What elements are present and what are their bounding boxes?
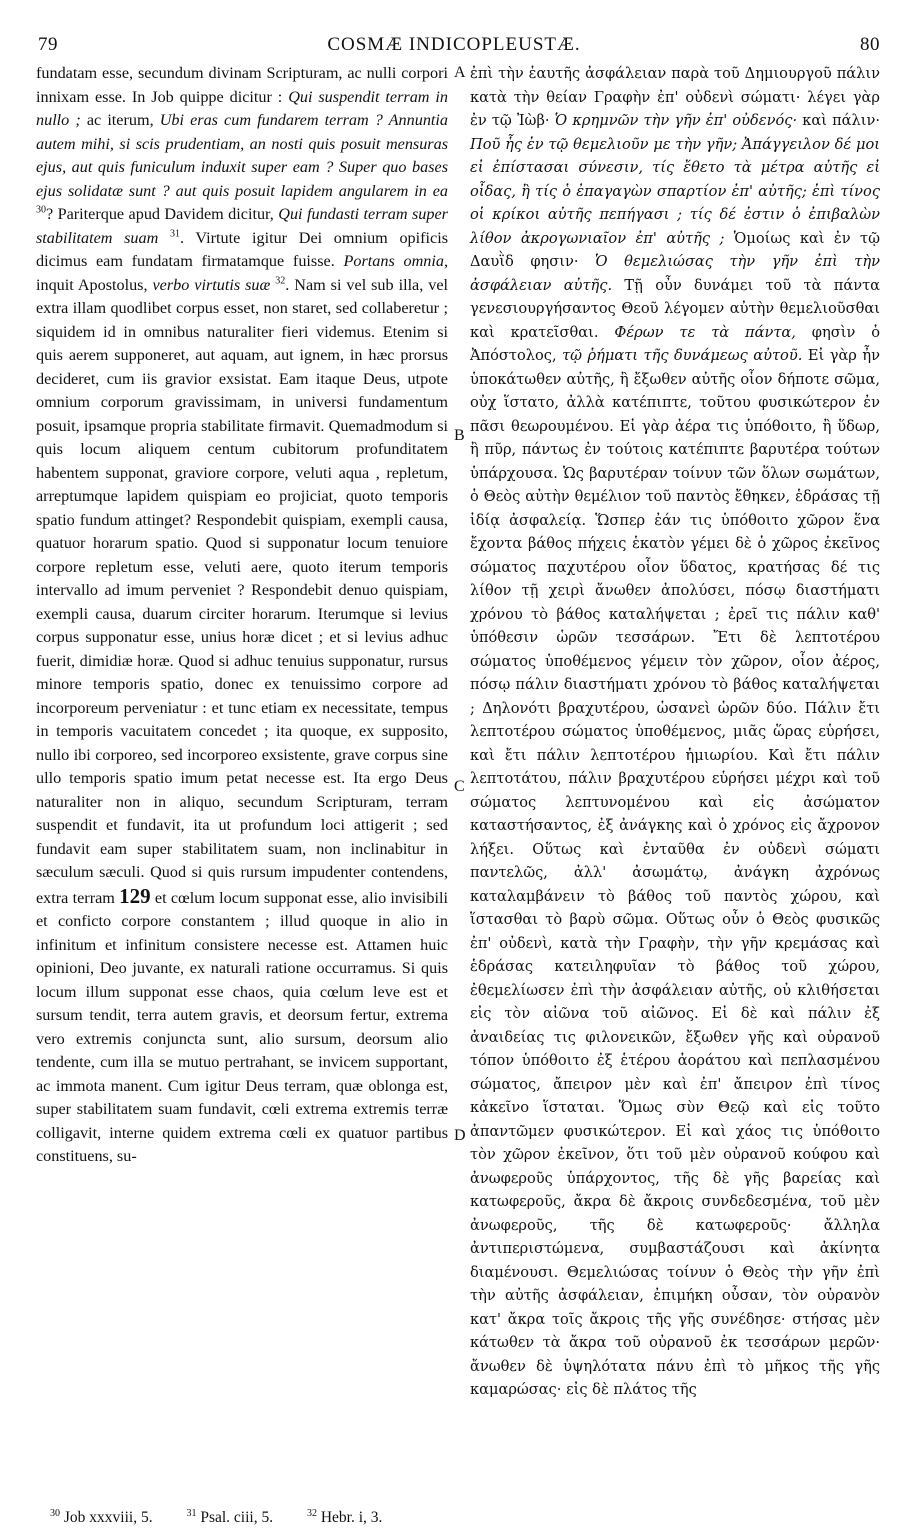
greek-segment: Τῇ οὖν δυνάμει τοῦ τὰ πάντα γενεσιουργήσαντος Θεοῦ λέγομεν αὐτὴν θεμελιοῦσθαι καὶ κρατεῖσθαι. [470,276,881,341]
footnote-text: Job xxxviii, 5. [63,1509,153,1527]
greek-segment: Εἰ γὰρ ἦν ὑποκάτωθεν αὐτῆς, ἢ ἔξωθεν αὐτῆς οἷον δήποτε σῶμα, οὐχ ἵστατο, ἀλλὰ κατέπιπτε, τοῦτου φυσικώτερον ἐν πᾶσι θεωρουμένου. Εἰ γὰρ ἀέρα τις ὑπόθοιτο, ἢ ὕδωρ, ἢ πῦρ, πάντως ἐν τούτοις κατέπιπτε βαρυτέρα τούτων ὑπάρχουσα. Ὡς βαρυτέραν τοίνυν τῶν ὅλων σωμάτων, ὁ Θεὸς αὐτὴν θεμέλιον τοῦ παντὸς ἔθηκεν, ἑδράσας τῇ ἰδίᾳ ἀσφαλείᾳ. Ὥσπερ ἐάν τις ὑπόθοιτο χῶρον ἕνα ἔχοντα βάθος πήχεις ἑκατὸν γέμει δὲ ὁ χῶρος ἐκεῖνος σώματος παχυτέρου οἷον ὕδατος, κρατήσας δέ τις λίθον τῇ χειρὶ ἄνωθεν ἀπολύσει, πόσῳ διαστήματι χρόνου τὸ βάθος καταλήψεται ; ἐρεῖ τις πάλιν καθ' ὑπόθεσιν ὡρῶν τεσσάρων. Ἔτι δὲ λεπτοτέρου σώματος ὑποθέμενος γέμειν τὸν χῶρον, οἷον ἀέρος, πόσῳ πάλιν διαστήματι χρόνου τὸ βάθος καταλήψεται ; Δηλονότι βραχυτέρου, ὡσανεὶ ὡρῶν δύο. Πάλιν ἔτι λεπτοτέρου σώματος ὑποθέμενος, μιᾶς ὥρας εὑρήσει, καὶ ἔτι πάλιν λεπτοτέρου ἡμιωρίου. Καὶ ἔτι πάλιν λεπτοτάτου, πάλιν βραχυτέρου εὑρήσει μέχρι καὶ τοῦ σώματος λεπτυνομένου καὶ εἰς ἀσώματον καταστήσαντος, ἐξ ἀνάγκης καὶ ὁ χρόνος εἰς ἄχρονον λήξει. Οὕτως καὶ ἐνταῦθα ἐν οὐδενὶ σώματι παντελῶς, ἀλλ' ἀσωμάτῳ, ἀνάγκη ἀχρόνως καταλαμβάνειν τὸ βάθος τοῦ παντὸς χώρου, καὶ ἵστασθαι τὸ βαρὺ σῶμα. Οὕτως οὖν ὁ Θεὸς φυσικῶς ἐπ' οὐδενὶ, κατὰ τὴν Γραφὴν, τὴν γῆν κρεμάσας καὶ ἑδράσας κατειληφυῖαν τὸ βάθος τοῦ χώρου, ἐθεμελίωσεν ἐπὶ τὴν ἀσφάλειαν αὐτῆς, οὐ κλιθήσεται εἰς τὸν αἰῶνα τοῦ αἰῶνος. Εἰ δὲ καὶ πάλιν ἐξ ἀναιδείας τις φιλονεικῶν, ἔξωθεν γῆς καὶ οὐρανοῦ τόπον ὑπόθοιτο ἐξ ἑτέρου ἀοράτου καὶ πεπλασμένου σώματος, ἄπειρον μὲν καὶ ἐπ' ἄπειρον ἐπὶ τίνος κἀκεῖνο ἵσταται. Ὅμως σὺν Θεῷ καὶ εἰς τοῦτο ἀπαντῶμεν φυσικώτερον. Εἰ καὶ χάος τις ὑπόθοιτο τὸν χῶρον ἐκεῖνον, ὅτι τοῦ μὲν οὐρανοῦ κούφου καὶ ἀνωφεροῦς ὑπάρχοντος, τῆς δὲ γῆς βαρείας καὶ κατωφεροῦς, ἄκρα δὲ ἄκροις συνδεδεσμένα, τοῦ μὲν ἀνωφεροῦς, τῆς δὲ κατωφεροῦς· ἄλληλα ἀντιπεριστώμενα, συμβαστάζουσι καὶ ἀκίνητα διαμένουσι. Θεμελιώσας τοίνυν ὁ Θεὸς τὴν γῆν ἐπὶ τὴν αὐτῆς ἀσφάλειαν, ἐπιμήκη οὖσαν, τὸν οὐρανὸν κατ' ἄκρα τοῖς ἄκροις τῆς γῆς συνέδησε· στήσας μὲν κάτωθεν τὰ ἄκρα τοῦ οὐρανοῦ ἐκ τεσσάρων μερῶν· ἄνωθεν δὲ ὑψηλότατα πάνυ ἐπὶ τὸ μῆκος τῆς γῆς καμαρώσας· εἰς δὲ πλάτος τῆς [470,347,880,1398]
footnote-ref-30: 30 [36,204,46,216]
latin-segment: et cœlum locum supponat esse, alio invisibili et conficto corpore constantem ; illud quoque in alio in infinitum et infinitum consistere necesse est. Attamen huic opinioni, Deo juvante, ex naturali ratione occurramus. Si quis locum illum supponat esse chaos, quia cœlum leve est et sursum tendit, terra autem gravis, et deorsum fertur, extrema vero extremis conjuncta sunt, alio sursum, deorsum alio tendente, cum illa se mutuo pertrahant, se invicem supportant, ac immota manent. Cum igitur Deus terram, quæ oblonga est, super stabilitatem suam fundavit, cœli extrema extremis terræ colligavit, interne quidem extrema cœli ex quatuor partibus constituens, su- [36,888,448,1165]
greek-quote: τῷ ῥήματι τῆς δυνάμεως αὐτοῦ. [562,347,803,364]
latin-segment: . Virtute igitur Dei omnium opificis dicimus eam fundatam firmatamque fuisse. [36,228,449,270]
greek-quote: Ὁ κρημνῶν τὴν γῆν ἐπ' οὐδενός· [554,112,798,129]
footnote-number: 32 [306,1508,317,1519]
footnote-32 [307,1509,382,1526]
latin-quote: verbo virtutis suæ [152,275,271,294]
latin-column [36,62,448,1169]
greek-quote: Φέρων τε τὰ πάντα, [614,323,796,341]
footnote-ref-32: 32 [275,275,286,287]
page-header [28,34,880,56]
footnote-number: 31 [186,1508,197,1519]
footnote-number: 30 [50,1508,60,1519]
latin-segment: . Nam si vel sub illa, vel extra illam quodlibet corpus esset, non staret, sed collaberetur ; siquidem id in omnibus naturaliter fieri videmus. Etenim si quis aerem supponeret, aut aquam, aut ignem, in hæc prorsus decideret, cum iis gravior exsistat. Eam itaque Deus, utpote omnium corporum gravissimam, in universi fundamentum posuit, ipsamque propria stabilitate firmavit. Quemadmodum si quis locum aliquem centum cubitorum profunditatem habentem supponat, graviore corpore, veluti aqua , repletum, arreptumque lapidem quispiam eo projiciat, quoto temporis spatio fundum attinget? Respondebit quispiam, exempli causa, quatuor horarum spatio. Quod si supponatur locum tenuiore corpore repletum esse, veluti aere, quoto iterum temporis intervallo ad imum perveniet ? Respondebit denuo quispiam, exempli causa, duarum circiter horarum. Iterumque si levius corpus supponatur esse, unius horæ dicet ; et si levius adhuc fuerit, dimidiæ horæ. Quod si adhuc tenuius supponatur, rursus minore temporis spatio, donec ex tenuissimo corpore ad incorporeum perveniatur : et tunc etiam ex necessitate, tempus in temporis vacuitatem concedet ; ita quoque, ex supposito, nullo ibi corporeo, sed incorporeo exsistente, grave corpus sine ullo temporis spatio imum petat necesse est. Ita ergo Deus naturaliter non in aliquo, secundum Scripturam, terram suspendit et fundavit, ita ut profundum loci attigerit ; sed fundavit eam super stabilitatem suam, non inclinabitur in sæculum sæculi. Quod si quis rursum impudenter contendens, extra terram [36,275,449,907]
latin-quote: Qui fundasti terram super stabilitatem suam [36,205,448,247]
running-title: COSMÆ INDICOPLEUSTÆ. [327,34,581,55]
latin-text [36,62,448,1169]
latin-segment: ? Pariterque apud Davidem dicitur, [46,205,274,223]
page-number-left: 79 [38,34,58,55]
greek-segment: ἐπὶ τὴν ἑαυτῆς ἀσφάλειαν παρὰ τοῦ Δημιουργοῦ πάλιν κατὰ τὴν θείαν Γραφὴν ἐπ' οὐδενὶ σώματι· λέγει γὰρ ἐν τῷ Ἰὼβ· [470,65,880,129]
greek-segment: καὶ πάλιν· [802,112,881,129]
margin-marker-b: B [454,427,465,444]
margin-marker-c: C [454,778,465,795]
latin-quote: Ubi eras cum fundarem terram ? Annuntia autem mihi, si scis prudentiam, an nosti quis posuit mensuras ejus, aut quis funiculum induxit super eam ? Super quo bases ejus solidatæ sunt ? aut quis posuit lapidem angularem in ea [36,111,449,200]
footnote-30 [50,1509,153,1526]
greek-column [470,62,880,1402]
margin-marker-a: A [454,64,466,81]
latin-segment: fundatam esse, secundum divinam Scripturam, ac nulli corpori innixam esse. In Job quippe dicitur : [36,64,448,106]
footnote-ref-31: 31 [170,228,180,240]
footnote-text: Psal. ciii, 5. [200,1509,274,1527]
latin-segment: inquit Apostolus, [36,275,148,294]
page-number-right: 80 [860,34,880,55]
latin-quote: Qui suspendit terram in nullo ; [36,87,448,129]
footnote-31 [186,1509,273,1526]
margin-marker-d: D [454,1127,466,1144]
greek-quote: Ποῦ ἧς ἐν τῷ θεμελιοῦν με τὴν γῆν; Ἀπάγγειλον δέ μοι εἰ ἐπίστασαι σύνεσιν, τίς ἔθετο τὰ μέτρα αὐτῆς εἰ οἶδας, ἢ τίς ὁ ἐπαγαγὼν σπαρτίον ἐπ' αὐτῆς; ἐπὶ τίνος οἱ κρίκοι αὐτῆς πεπήγασι ; τίς δέ ἐστιν ὁ ἐπιβαλὼν λίθον ἀκρογωνιαῖον ἐπ' αὐτῆς ; [470,135,880,247]
footnote-text: Hebr. i, 3. [320,1509,383,1527]
latin-quote: Portans omnia, [343,252,448,270]
greek-quote: Ὁ θεμελιώσας τὴν γῆν ἐπὶ τὴν ἀσφάλειαν αὐτῆς. [470,253,880,294]
latin-segment: ac iterum, [86,111,154,129]
greek-text [470,62,880,1402]
greek-segment: Ὁμοίως καὶ ἐν τῷ Δαυῒδ φησιν· [470,229,881,270]
greek-segment: φησὶν ὁ Ἀπόστολος, [470,323,880,364]
column-number: 129 [119,883,151,908]
footnotes [50,1508,412,1527]
